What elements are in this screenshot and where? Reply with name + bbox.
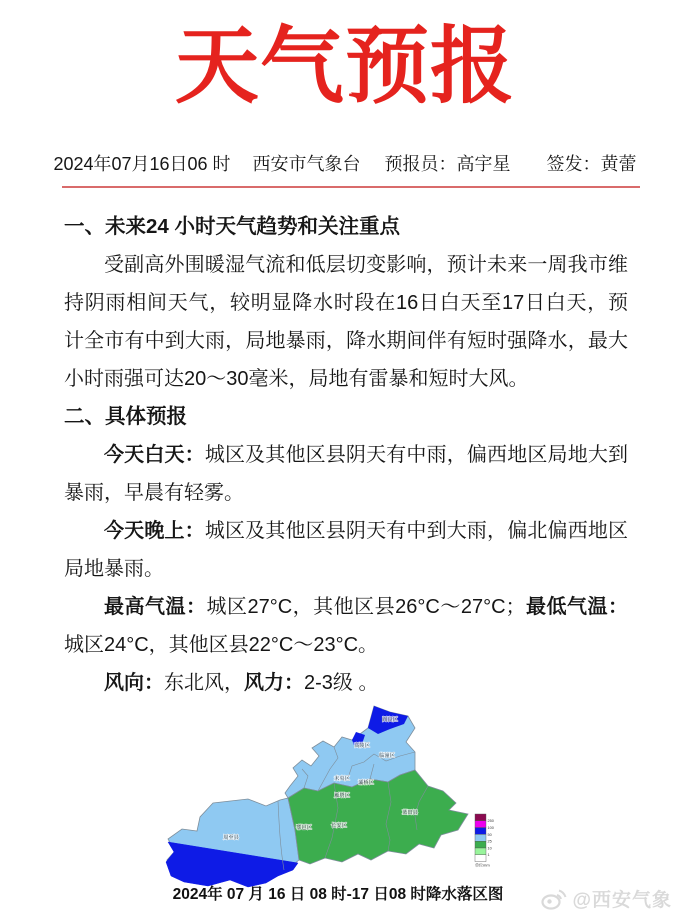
body-paragraph bbox=[64, 246, 628, 398]
page-title: 天气预报 bbox=[174, 19, 515, 113]
legend-tick: 100 bbox=[487, 826, 494, 830]
legend-unit: 单位mm bbox=[475, 862, 490, 868]
paragraph-text: 2-3级 。 bbox=[304, 672, 379, 694]
map-label: 灞桥区 bbox=[358, 780, 374, 786]
paragraph-text: 受副高外围暖湿气流和低层切变影响，预计未来一周我市维持阴雨相间天气，较明显降水时段在16日白天至17日白天，预计全市有中到大雨，局地暴雨，降水期间伴有短时强降水，最大小时雨强可达20～30毫米，局地有雷暴和短时大风。 bbox=[64, 254, 628, 390]
paragraph-text: 城区24°C，其他区县22°C～23°C。 bbox=[64, 634, 379, 656]
legend-cell bbox=[475, 855, 486, 862]
header-divider bbox=[62, 186, 640, 188]
precipitation-map-svg bbox=[138, 690, 538, 902]
issue-datetime: 2024年07月16日06 时 bbox=[53, 154, 231, 174]
legend-cell bbox=[475, 841, 486, 848]
section-heading: 一、未来24 小时天气趋势和关注重点 bbox=[64, 215, 400, 238]
map-label: 未央区 bbox=[334, 776, 350, 782]
section-heading: 二、具体预报 bbox=[64, 405, 187, 428]
map-label: 周至县 bbox=[223, 835, 239, 841]
paragraph-text: 城区及其他区县阴天有中到大雨，偏北偏西地区局地暴雨。 bbox=[64, 520, 629, 580]
legend-tick: 1 bbox=[487, 853, 490, 858]
body-paragraph bbox=[64, 588, 628, 664]
legend-cell bbox=[475, 814, 486, 821]
map-label: 鄠邑区 bbox=[296, 825, 312, 831]
watermark-text: @西安气象 bbox=[572, 890, 672, 911]
run-in-label: 今天白天： bbox=[104, 444, 205, 466]
run-in-label: 风向： bbox=[104, 672, 164, 694]
signer-label: 签发：黄蕾 bbox=[546, 154, 637, 174]
run-in-label: 最低气温： bbox=[525, 596, 628, 618]
map-caption: 2024年 07 月 16 日 08 时-17 日08 时降水落区图 bbox=[172, 886, 504, 903]
legend-cell bbox=[475, 821, 486, 828]
meta-row bbox=[0, 150, 690, 176]
run-in-label: 风力： bbox=[244, 672, 304, 694]
paragraph-text: 城区及其他区县阴天有中雨，偏西地区局地大到暴雨，早晨有轻雾。 bbox=[64, 444, 629, 504]
legend-cell bbox=[475, 848, 486, 855]
run-in-label: 今天晚上： bbox=[104, 520, 205, 542]
paragraph-text: 城区27°C，其他区县26°C～27°C； bbox=[206, 596, 526, 618]
legend-cell bbox=[475, 828, 486, 835]
map-label: 阎良区 bbox=[382, 717, 398, 723]
map-label: 高陵区 bbox=[354, 743, 370, 749]
legend-tick: 25 bbox=[487, 839, 492, 844]
legend-tick: 10 bbox=[487, 846, 492, 851]
bulletin-body bbox=[64, 208, 628, 702]
map-legend bbox=[475, 814, 494, 868]
station-name: 西安市气象台 bbox=[252, 154, 361, 174]
map-label: 长安区 bbox=[331, 823, 347, 829]
weibo-icon bbox=[541, 888, 567, 910]
legend-tick: 250 bbox=[487, 819, 494, 824]
map-label: 临潼区 bbox=[379, 753, 395, 759]
map-label: 雁塔区 bbox=[334, 793, 350, 799]
body-paragraph bbox=[64, 436, 628, 512]
map-label: 蓝田县 bbox=[402, 810, 418, 816]
forecaster-label: 预报员：高宇星 bbox=[384, 154, 511, 174]
legend-cell bbox=[475, 834, 486, 841]
paragraph-text: 东北风， bbox=[164, 672, 244, 694]
body-paragraph bbox=[64, 512, 628, 588]
legend-tick: 50 bbox=[487, 832, 492, 837]
watermark bbox=[541, 885, 672, 912]
run-in-label: 最高气温： bbox=[104, 596, 207, 618]
precipitation-map bbox=[138, 690, 538, 912]
